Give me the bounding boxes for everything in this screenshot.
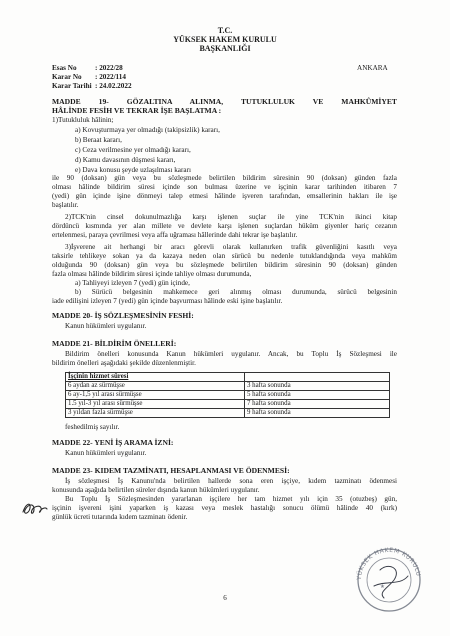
m19-p3-line3: olduğunda 90 (doksan) gün veya bu sözleşmede belirtilen bildirim süresinin 90 (doksan) günden (52, 261, 397, 269)
table-row (66, 391, 390, 400)
table-row (66, 400, 390, 409)
table-row (66, 382, 390, 391)
m19-p3-item-a: a) Tahliyeyi izleyen 7 (yedi) gün içinde, (75, 279, 190, 287)
m19-line3: (yedi) gün içinde işine dönmeyi talep etmesi hâlinde işveren tarafından, emsallerinin hakları ile işe (52, 192, 397, 200)
m23-line1: İş sözleşmesi İş Kanunu'nda belirtilen hallerde sona eren işçiye, kıdem tazminatı ödenmesi (65, 477, 397, 485)
m19-title-line2: HÂLİNDE FESİH VE TEKRAR İŞE BAŞLATMA : (52, 106, 222, 115)
tarih-value: : 24.02.2022 (95, 82, 132, 90)
notice-period-table (65, 372, 390, 418)
m19-p2-line2: dördüncü kısmında yer alan millete ve devlete karşı işlenen suçlardan hüküm giyenler hariç cezanın (52, 222, 397, 230)
m19-p2-line3: ertelenmesi, paraya çevrilmesi veya affa uğraması hâllerinde dahi tekrar işe başlatılır. (52, 231, 298, 239)
m19-p3-line4: fazla olması hâlinde bildirim süresi içinde tahliye olması durumunda, (52, 270, 252, 278)
seal-lettering: YÜKSEK HAKEM KURULU (355, 546, 422, 581)
m19-item-e: e) Dava konusu şeyde uzlaşılması kararı (75, 166, 191, 174)
table-cell-service: 6 aydan az sürmüşse (66, 382, 245, 391)
m21-after-table: feshedilmiş sayılır. (65, 423, 120, 431)
m19-item-d: d) Kamu davasının düşmesi kararı, (75, 156, 176, 164)
m20-title: MADDE 20- İŞ SÖZLEŞMESİNİN FESHİ: (52, 311, 194, 320)
page-number: 6 (223, 594, 227, 602)
table-header-empty (245, 373, 390, 382)
m23-line4: işçinin işvereni işini yaparken iş kazası veya meslek hastalığı sonucu ölümü hâlinde 40 (kırk) (52, 504, 397, 512)
m19-item-b: b) Beraat kararı, (75, 136, 122, 144)
m19-line1: ile 90 (doksan) gün veya bu sözleşmede belirtilen bildirim süresinin 90 (doksan) günden fazla (52, 174, 397, 182)
m19-p2-line1: 2)TCK'nin cinsel dokunulmazlığa karşı işlenen suçlar ile yine TCK'nin ikinci kitap (65, 213, 397, 221)
m19-item-c: c) Ceza verilmesine yer olmadığı kararı, (75, 146, 191, 154)
m23-line2: konusunda aşağıda belirtilen süreler dışında kanun hükümleri uygulanır. (52, 486, 260, 494)
m22-title: MADDE 22- YENİ İŞ ARAMA İZNİ: (52, 438, 174, 447)
table-cell-service: 1.5 yıl-3 yıl arası sürmüşse (66, 400, 245, 409)
tarih-label: Karar Tarihi (52, 82, 92, 90)
m20-body: Kanun hükümleri uygulanır. (65, 322, 147, 330)
table-row (66, 409, 390, 418)
svg-text:YÜKSEK HAKEM KURULU (356, 547, 422, 581)
table-cell-service: 6 ay-1,5 yıl arası sürmüşse (66, 391, 245, 400)
m19-item-a: a) Kovuşturmaya yer olmadığı (takipsizlik) kararı, (75, 126, 220, 134)
m19-line2: olması hâlinde bildirim süresi içinde son bulması üzerine ve işçinin karar tarihinden itibaren 7 (52, 183, 397, 191)
m23-title: MADDE 23- KIDEM TAZMİNATI, HESAPLANMASI VE ÖDENMESİ: (52, 466, 290, 475)
m19-p3-line1: 3)İşverene ait herhangi bir aracı görevli olarak kullanırken trafik güvenliğini kasıtlı veya (65, 243, 397, 251)
header-office: BAŞKANLIĞI (199, 44, 251, 53)
m19-line4: başlatılır. (52, 201, 79, 209)
table-header-row (66, 373, 390, 382)
table-header-service: İşçinin hizmet süresi (66, 373, 245, 382)
esas-value: : 2022/28 (95, 64, 123, 72)
m21-line2: bildirim önelleri aşağıdaki şekilde düzenlenmiştir. (52, 359, 196, 367)
karar-label: Karar No (52, 73, 82, 81)
header-institution: YÜKSEK HAKEM KURULU (173, 35, 277, 44)
city: ANKARA (357, 64, 388, 72)
m21-title: MADDE 21- BİLDİRİM ÖNELLERİ: (52, 339, 177, 348)
m19-p3-item-b: b) Sürücü belgesinin mahkemece geri alınmış olması durumunda, sürücü belgesinin (75, 288, 397, 296)
official-seal-icon (350, 540, 428, 614)
table-cell-service: 3 yıldan fazla sürmüşse (66, 409, 245, 418)
m22-body: Kanun hükümleri uygulanır. (65, 449, 147, 457)
svg-text:★: ★ (380, 584, 385, 590)
m19-p3-line2: taksirle tehlikeye sokan ya da kazaya neden olan sürücü bu nedenle tutuklandığında veya mahkûm (52, 252, 397, 260)
karar-value: : 2022/114 (95, 73, 126, 81)
table-cell-notice: 3 hafta sonunda (245, 382, 390, 391)
table-cell-notice: 7 hafta sonunda (245, 400, 390, 409)
esas-label: Esas No (52, 64, 77, 72)
m19-p3-item-c: iade edilişini izleyen 7 (yedi) gün içinde başvurması hâlinde eski işine başlatılır. (52, 297, 283, 305)
m19-title-line1: MADDE 19- GÖZALTINA ALINMA, TUTUKLULUK VE MAHKÛMİYET (52, 97, 397, 106)
handwritten-mark-icon (20, 497, 50, 519)
table-cell-notice: 5 hafta sonunda (245, 391, 390, 400)
table-cell-notice: 9 hafta sonunda (245, 409, 390, 418)
m23-line5: günlük ücreti tutarında kıdem tazminatı ödenir. (52, 513, 188, 521)
header-tc: T.C. (217, 26, 233, 35)
m23-line3: Bu Toplu İş Sözleşmesinden yararlanan işçilere her tam hizmet yılı için 35 (otuzbeş) gün, (65, 495, 397, 503)
m19-p1: 1)Tutukluluk hâlinin; (52, 116, 114, 124)
m21-line1: Bildirim önelleri konusunda Kanun hükümleri uygulanır. Ancak, bu Toplu İş Sözleşmesi ile (65, 350, 397, 358)
